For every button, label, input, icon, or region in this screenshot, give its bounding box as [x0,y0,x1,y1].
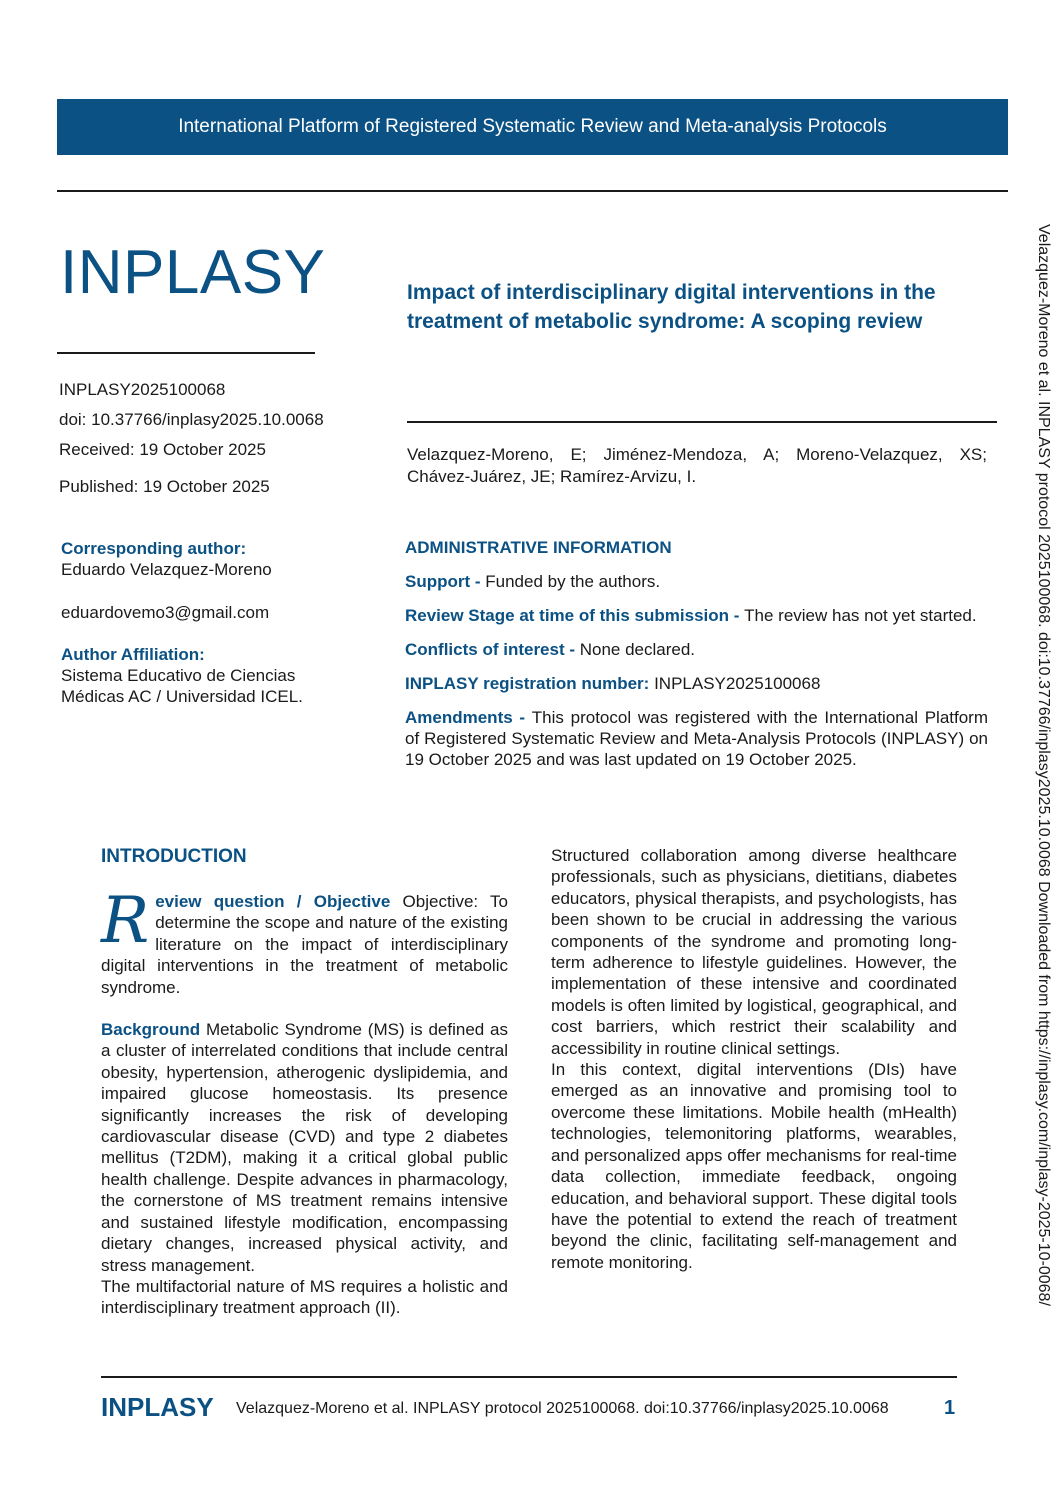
amendments-text: This protocol was registered with the International Platform of Registered Systematic Review and Meta-Analysis Protocols (INPLASY) on 19 October 2025 and was last updated on 19 October 2025. [405,708,988,769]
corresponding-author-label: Corresponding author: [61,539,247,558]
conflicts-text: None declared. [579,640,696,659]
collaboration-paragraph: Structured collaboration among diverse healthcare professionals, such as physicians, dietitians, diabetes educators, physical therapists, and psychologists, has been shown to be crucial in addressing the various components of the syndrome and promoting long-term adherence to lifestyle guidelines. However, the implementation of these intensive and coordinated models is often limited by logistical, geographical, and cost barriers, which restrict their scalability and accessibility in routine clinical settings. [551,846,957,1058]
amendments-label: Amendments - [405,708,532,727]
multifactorial-paragraph: The multifactorial nature of MS requires a holistic and interdisciplinary treatment approach (II). [101,1276,508,1318]
protocol-id: INPLASY2025100068 [59,380,226,399]
published-date: Published: 19 October 2025 [59,477,270,496]
title-divider [407,421,997,423]
top-divider [57,190,1008,192]
registration-label: INPLASY registration number: [405,674,655,693]
header-banner: International Platform of Registered Systematic Review and Meta-analysis Protocols [57,99,1008,155]
download-watermark: Velazquez-Moreno et al. INPLASY protocol 2025100068. doi:10.37766/inplasy2025.10.0068 Downloaded from https://inplasy.com/inplasy-2025-10-0068/ [1035,224,1052,1306]
paper-title: Impact of interdisciplinary digital interventions in the treatment of metabolic syndrome: A scoping review [407,281,936,333]
background-text: Metabolic Syndrome (MS) is defined as a cluster of interrelated conditions that include central obesity, hypertension, atherogenic dyslipidemia, and impaired glucose homeostasis. Its presence significantly increases the risk of developing cardiovascular disease (CVD) and type 2 diabetes mellitus (T2DM), making it a critical global public health challenge. Despite advances in pharmacology, the cornerstone of MS treatment remains intensive and sustained lifestyle modification, encompassing dietary changes, increased physical activity, and stress management. [101,1020,508,1275]
introduction-heading: INTRODUCTION [101,846,247,867]
doi[interactable]: doi: 10.37766/inplasy2025.10.0068 [59,410,324,429]
review-question-text: Objective: To determine the scope and nature of the existing literature on the impact of interdisciplinary digital interventions in the treatment of metabolic syndrome. [101,892,508,997]
background-label: Background [101,1020,201,1040]
footer-citation: Velazquez-Moreno et al. INPLASY protocol 2025100068. doi:10.37766/inplasy2025.10.0068 [236,1400,889,1417]
body-column-right [551,845,957,1273]
footer-divider [101,1376,957,1378]
author-email[interactable]: eduardovemo3@gmail.com [61,603,270,622]
review-stage-label: Review Stage at time of this submission - [405,606,745,625]
administrative-information [405,537,988,770]
background-paragraph [101,1019,508,1276]
drop-cap: R [101,884,150,958]
support-label: Support - [405,572,486,591]
affiliation-label: Author Affiliation: [61,645,205,664]
support-text: Funded by the authors. [485,572,661,591]
journal-logo: INPLASY [60,238,326,307]
review-question-label: eview question / Objective [155,892,391,911]
body-column-left [101,845,508,1319]
review-question-paragraph [101,884,508,998]
page-number: 1 [944,1397,956,1419]
digital-interventions-paragraph: In this context, digital interventions (DIs) have emerged as an innovative and promising tool to overcome these limitations. Mobile health (mHealth) technologies, telemonitoring platforms, wearables, and personalized apps offer mechanisms for real-time data collection, immediate feedback, ongoing education, and behavioral support. These digital tools have the potential to extend the reach of treatment beyond the clinic, facilitating self-management and remote monitoring. [551,1060,957,1272]
received-date: Received: 19 October 2025 [59,440,266,459]
logo-divider [57,352,315,354]
registration-number: INPLASY2025100068 [654,674,821,693]
corresponding-author-name: Eduardo Velazquez-Moreno [61,560,272,579]
conflicts-label: Conflicts of interest - [405,640,580,659]
author-list: Velazquez-Moreno, E; Jiménez-Mendoza, A; Moreno-Velazquez, XS; Chávez-Juárez, JE; Ramírez-Arvizu, I. [407,445,987,486]
affiliation-text: Sistema Educativo de Ciencias Médicas AC / Universidad ICEL. [61,666,303,706]
review-stage-text: The review has not yet started. [744,606,977,625]
admin-heading: ADMINISTRATIVE INFORMATION [405,538,672,557]
footer-logo: INPLASY [101,1392,214,1422]
